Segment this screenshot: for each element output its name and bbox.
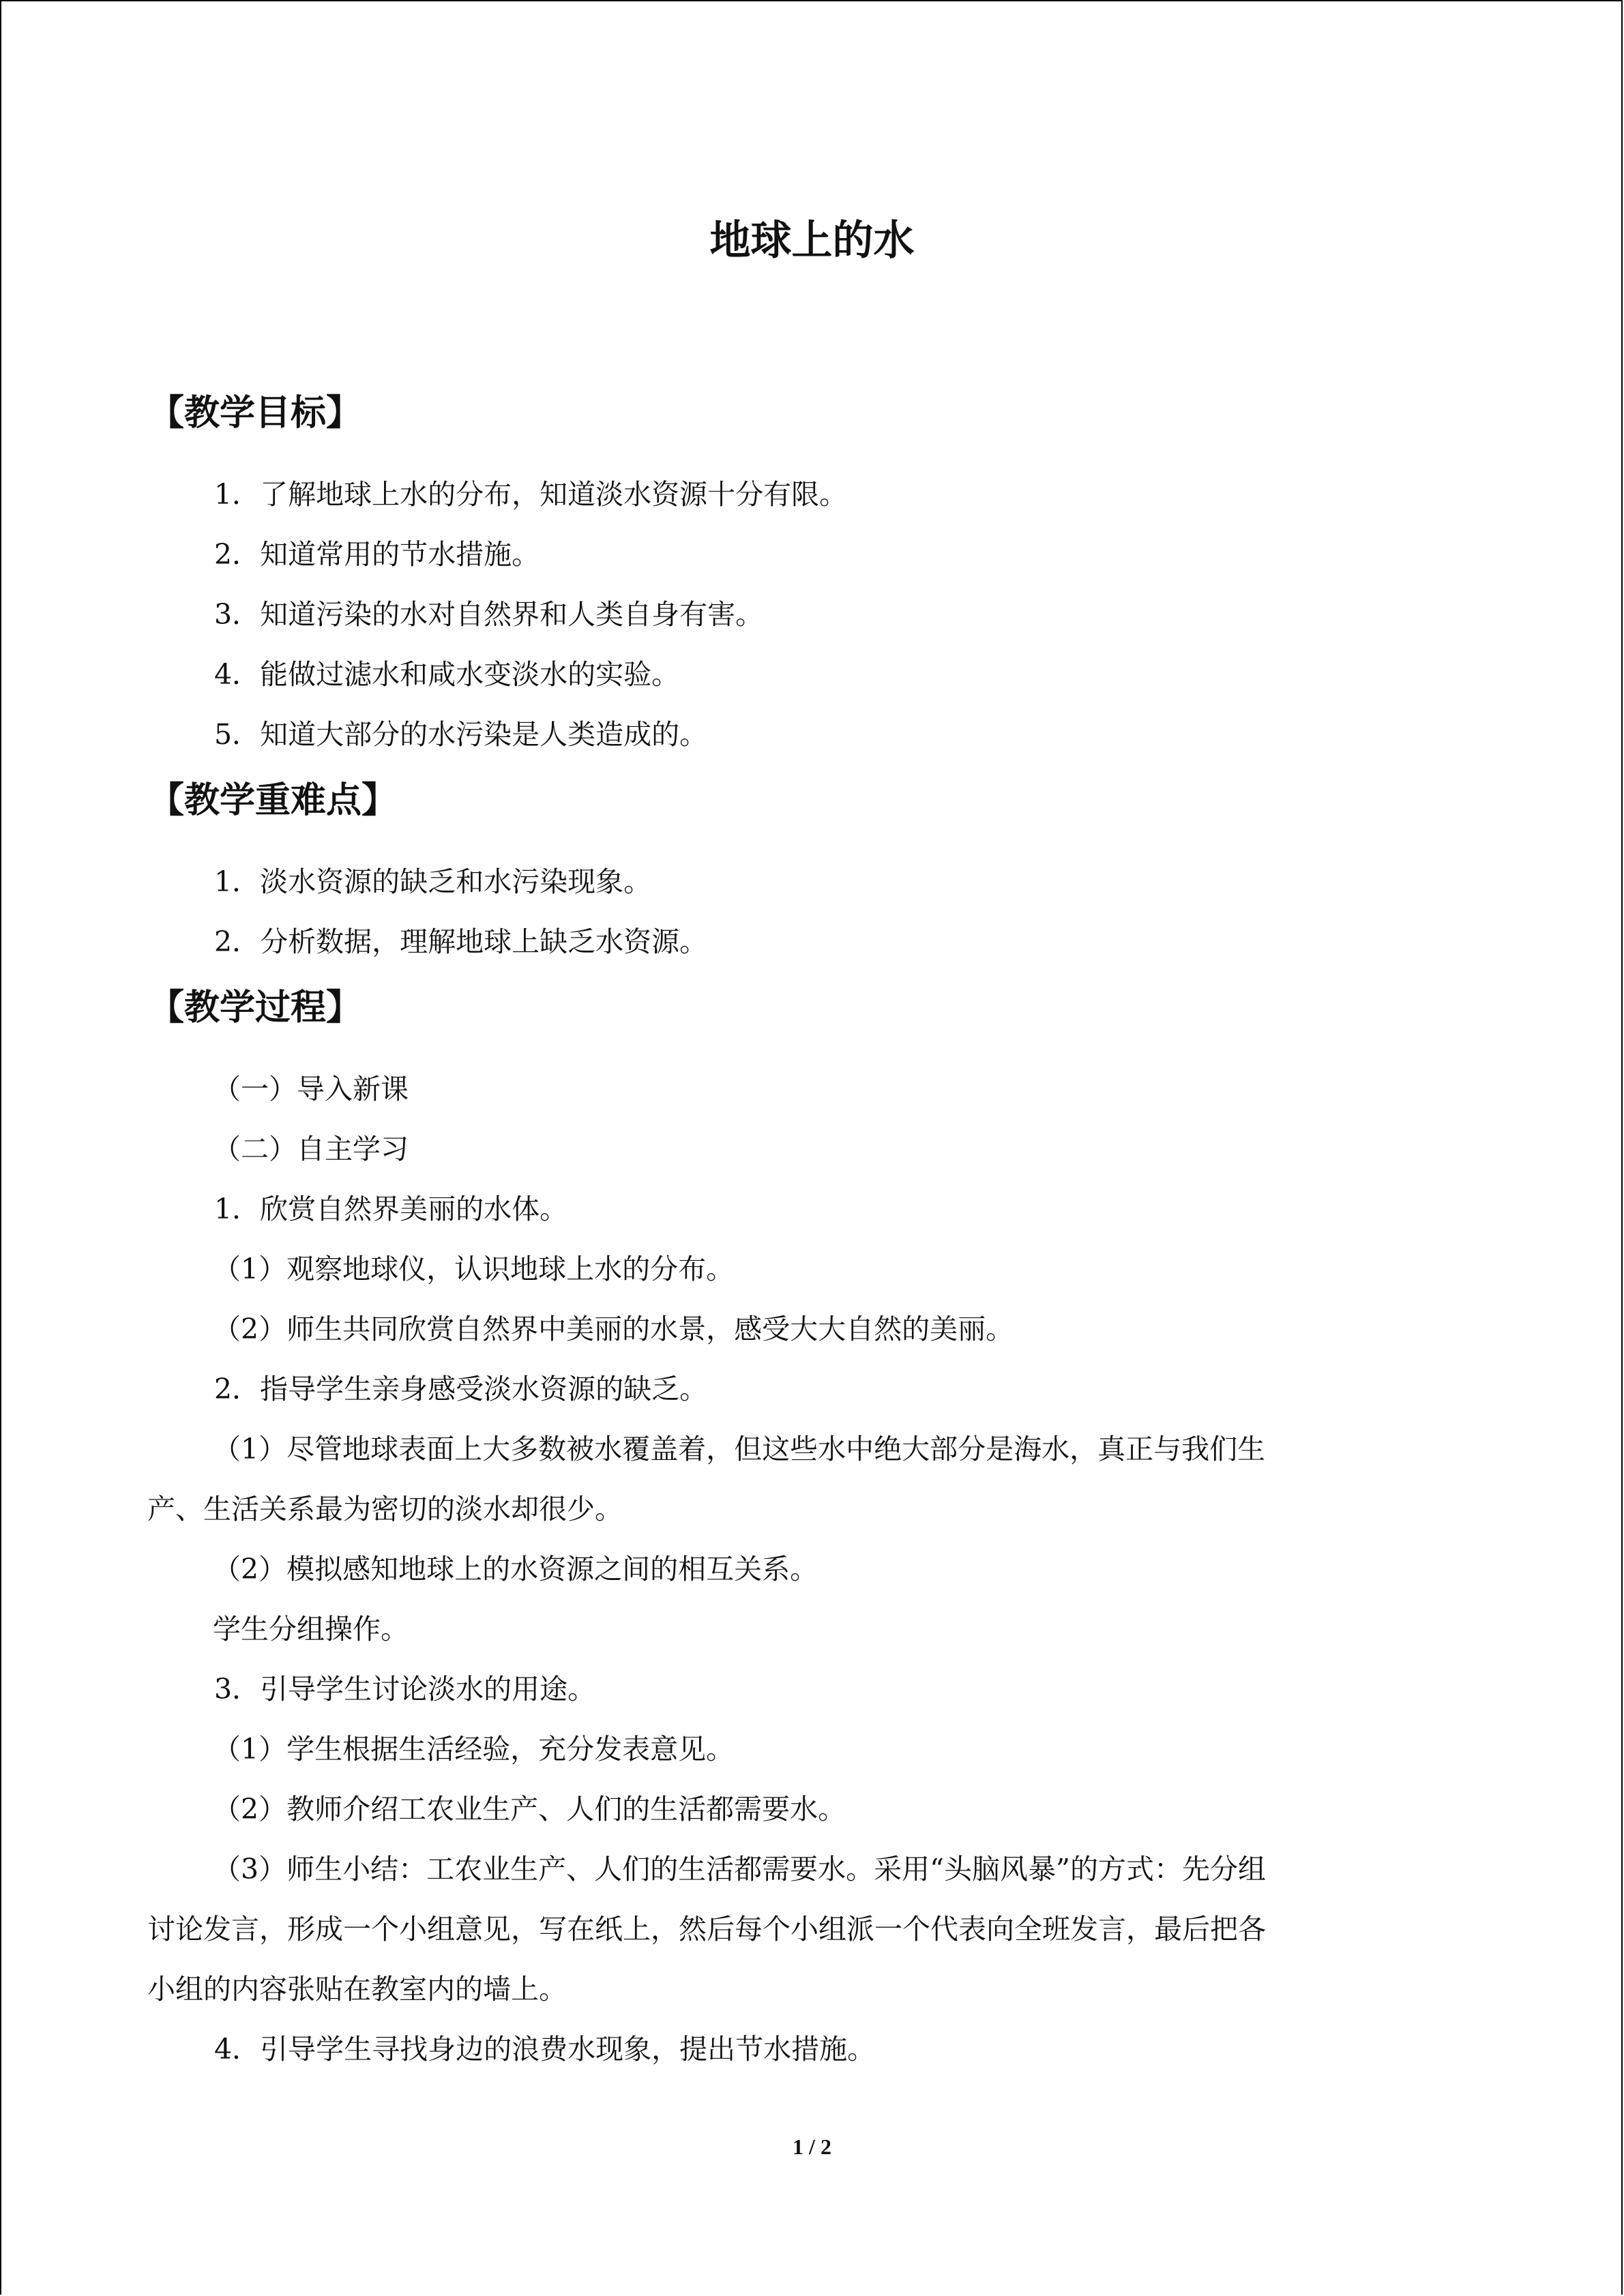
process-line: （一）导入新课 <box>213 1073 409 1105</box>
process-line: （1）观察地球仪，认识地球上水的分布。 <box>213 1253 735 1285</box>
objective-item: 2．知道常用的节水措施。 <box>214 538 540 571</box>
process-line: （二）自主学习 <box>213 1133 409 1165</box>
process-line: （2）教师介绍工农业生产、人们的生活都需要水。 <box>213 1793 846 1825</box>
process-line: 小组的内容张贴在教室内的墙上。 <box>147 1973 567 2006</box>
key-point-item: 1．淡水资源的缺乏和水污染现象。 <box>214 865 652 898</box>
process-line: 2．指导学生亲身感受淡水资源的缺乏。 <box>214 1373 708 1405</box>
section-heading-process: 【教学过程】 <box>149 987 362 1028</box>
document-title: 地球上的水 <box>709 217 915 265</box>
objective-item: 1．了解地球上水的分布，知道淡水资源十分有限。 <box>214 478 848 511</box>
objective-item: 5．知道大部分的水污染是人类造成的。 <box>214 718 708 751</box>
process-line: 产、生活关系最为密切的淡水却很少。 <box>147 1493 623 1525</box>
process-line: 学生分组操作。 <box>213 1613 409 1645</box>
objective-item: 3．知道污染的水对自然界和人类自身有害。 <box>214 598 764 631</box>
process-line: 1．欣赏自然界美丽的水体。 <box>214 1193 568 1225</box>
process-line: （2）师生共同欣赏自然界中美丽的水景，感受大大自然的美丽。 <box>213 1313 1014 1345</box>
process-line: 3．引导学生讨论淡水的用途。 <box>214 1673 596 1705</box>
process-line: 讨论发言，形成一个小组意见，写在纸上，然后每个小组派一个代表向全班发言，最后把各 <box>147 1913 1266 1945</box>
key-point-item: 2．分析数据，理解地球上缺乏水资源。 <box>214 925 708 958</box>
process-line: 4．引导学生寻找身边的浪费水现象，提出节水措施。 <box>214 2033 876 2066</box>
process-line: （1）尽管地球表面上大多数被水覆盖着，但这些水中绝大部分是海水，真正与我们生 <box>213 1433 1266 1465</box>
section-heading-key-points: 【教学重难点】 <box>149 780 398 821</box>
section-heading-objectives: 【教学目标】 <box>149 393 362 434</box>
objective-item: 4．能做过滤水和咸水变淡水的实验。 <box>214 658 680 691</box>
process-line: （2）模拟感知地球上的水资源之间的相互关系。 <box>213 1553 818 1585</box>
process-line: （3）师生小结：工农业生产、人们的生活都需要水。采用“头脑风暴”的方式：先分组 <box>213 1853 1267 1885</box>
page-number: 1 / 2 <box>793 2134 831 2159</box>
process-line: （1）学生根据生活经验，充分发表意见。 <box>213 1733 735 1765</box>
